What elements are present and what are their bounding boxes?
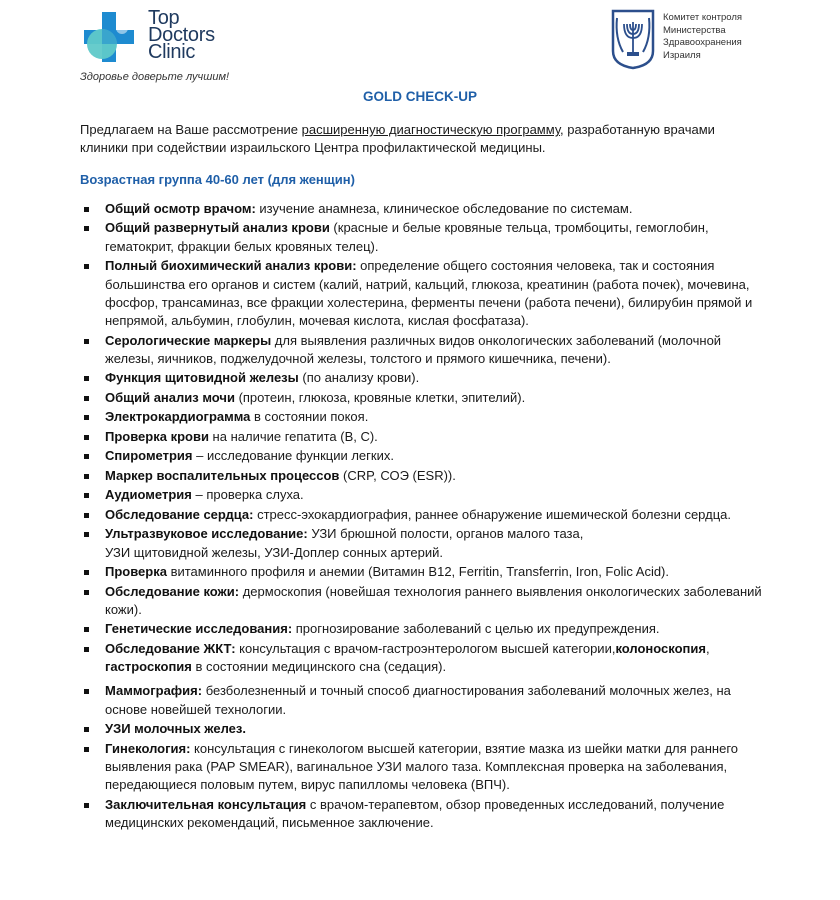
item-text: в состоянии медицинского сна (седация). [191,659,447,675]
checkup-item [105,219,765,256]
item-heading: Обследование ЖКТ: [105,640,236,656]
item-heading: УЗИ молочных желез. [105,721,246,737]
item-text: в состоянии покоя. [250,409,369,425]
checkup-item [105,408,765,426]
item-text: безболезненный и точный способ диагностирования заболеваний молочных желез, на основе новейшей технологии. [105,683,731,717]
brand-tagline: Здоровье доверьте лучшим! [80,71,230,83]
item-heading: колоноскопия [615,640,706,656]
checkup-item [105,583,765,620]
committee-label: Комитет контроля Министерства Здравоохранения Израиля [663,12,743,61]
item-text: (красные и белые кровяные тельца, тромбоциты, гемоглобин, гематокрит, фракции белых кровяных телец). [105,220,709,254]
item-heading: Проверка [105,564,167,580]
item-text: (CRP, СОЭ (ESR)). [339,467,456,483]
item-text: изучение анамнеза, клиническое обследование по системам. [255,201,633,216]
document-title: GOLD CHECK-UP [363,89,477,104]
brand-name: Top Doctors Clinic [148,7,215,63]
item-text: консультация с врачом-гастроэнтерологом высшей категории, [235,640,616,656]
item-text: УЗИ щитовидной железы, УЗИ-Доплер сонных артерий. [105,544,444,560]
checkup-item [105,369,765,387]
item-text: прогнозирование заболеваний с целью их предупреждения. [292,621,660,637]
item-text: (протеин, глюкоза, кровяные клетки, эпителий). [234,389,526,405]
item-heading: Общий осмотр врачом: [105,201,256,216]
item-heading: Электрокардиограмма [105,409,251,425]
checkup-item [105,257,765,330]
item-heading: Маммография: [105,683,203,699]
checkup-item [105,620,765,638]
checkup-item [105,525,765,562]
checkup-list [80,200,765,834]
item-heading: Проверка крови [105,428,209,444]
item-text: (по анализу крови). [298,370,420,386]
item-text: определение общего состояния человека, так и состояния большинства его органов и систем (калий, натрий, кальций, глюкоза, креатинин (работа почек), мочевина, фосфор, трансаминаз, все фракции холестерина, ферменты печени (работа печени), билирубин прямой и непрямой, альбумин, глобулин, мочевая кислота, кислая фосфатаза). [105,258,753,329]
item-heading: Общий развернутый анализ крови [105,220,330,236]
item-heading: Функция щитовидной железы [105,370,299,386]
checkup-item [105,428,765,446]
item-text: дермоскопия (новейшая технология раннего выявления онкологических заболеваний кожи). [105,583,762,617]
checkup-item [105,200,765,218]
item-heading: Серологические маркеры [105,332,272,348]
item-heading: Маркер воспалительных процессов [105,467,340,483]
item-text: витаминного профиля и анемии (Витамин B12, Ferritin, Transferrin, Iron, Folic Acid). [166,564,670,580]
item-text: для выявления различных видов онкологических заболеваний (молочной железы, яичников, поджелудочной железы, толстого и прямого кишечника, печени). [105,332,722,366]
intro-paragraph: Предлагаем на Ваше рассмотрение расширенную диагностическую программу, разработанную врачами клиники при содействии израильского Центра профилактической медицины. [80,122,715,155]
item-heading: Спирометрия [105,448,193,464]
item-text: , [706,640,710,656]
checkup-item [105,447,765,465]
item-heading: гастроскопия [105,659,192,675]
item-text: – исследование функции легких. [192,448,394,464]
age-group-heading: Возрастная группа 40-60 лет (для женщин) [80,172,355,187]
checkup-item [105,486,765,504]
item-text: стресс-эхокардиография, раннее обнаружение ишемической болезни сердца. [253,506,731,522]
item-heading: Аудиометрия [105,487,192,503]
checkup-item [105,332,765,369]
item-heading: Ультразвуковое исследование: [105,526,308,542]
checkup-item [105,796,765,833]
item-text: консультация с гинекологом высшей категории, взятие мазка из шейки матки для раннего выявления рака (PAP SMEAR), вагинальное УЗИ малого таза. Комплексная проверка на заболевания, передающиеся половым путем, вирус папилломы человека (ВПЧ). [105,740,739,793]
item-heading: Генетические исследования: [105,621,293,637]
clinic-cross-icon [80,8,140,68]
checkup-item [105,640,765,677]
item-text: на наличие гепатита (B, C). [208,428,378,444]
item-text: – проверка слуха. [191,487,304,503]
checkup-item [105,682,765,719]
checkup-item [105,740,765,795]
item-heading: Заключительная консультация [105,796,307,812]
checkup-item [105,506,765,524]
item-heading: Гинекология: [105,740,191,756]
item-text: УЗИ брюшной полости, органов малого таза, [307,526,584,542]
item-heading: Обследование кожи: [105,583,240,599]
item-heading: Общий анализ мочи [105,389,235,405]
item-heading: Полный биохимический анализ крови: [105,258,357,274]
item-heading: Обследование сердца: [105,506,254,522]
item-text: с врачом-терапевтом, обзор проведенных исследований, получение медицинских рекомендаций, письменное заключение. [105,796,725,831]
checkup-item [105,389,765,407]
israel-emblem-icon [610,8,656,70]
checkup-item [105,467,765,485]
program-link-text: расширенную диагностическую программу [301,122,561,137]
checkup-item [105,720,765,738]
clinic-logo [80,8,280,88]
checkup-item [105,563,765,581]
